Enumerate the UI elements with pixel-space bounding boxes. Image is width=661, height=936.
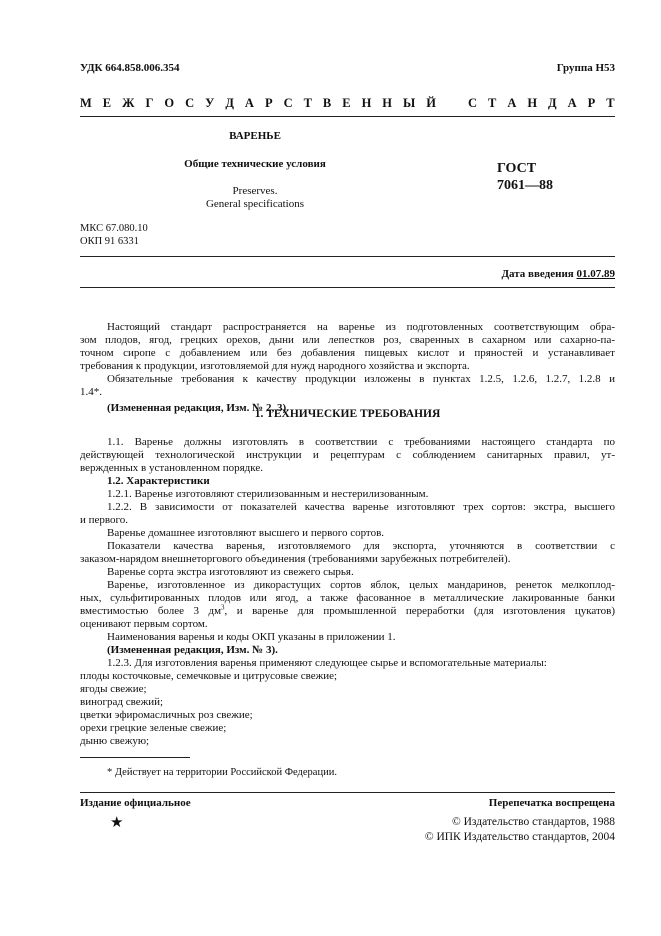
- banner-letter: Н: [382, 96, 393, 110]
- p-domestic: Варенье домашнее изготовляют высшего и первого сортов.: [107, 527, 385, 539]
- gost-label: ГОСТ: [497, 161, 537, 176]
- mks-code: МКС 67.080.10: [80, 223, 148, 234]
- banner-letter: С: [283, 96, 293, 110]
- banner-letter: А: [507, 96, 517, 110]
- intro-date-label: Дата введения: [501, 268, 574, 280]
- banner-gap: [447, 96, 457, 111]
- banner-letter: У: [205, 96, 215, 110]
- p-wild-line: ных, сульфитированных плодов или ягод, а также фасованное в металлические лакированные банки: [80, 592, 615, 604]
- revision-note-3: (Измененная редакция, Изм. № 3).: [107, 644, 278, 656]
- intro-line: 1.4*.: [80, 386, 102, 398]
- banner-letter: А: [567, 96, 577, 110]
- banner-letter: Т: [303, 96, 312, 110]
- date-rule: [80, 287, 615, 288]
- intro-line: Обязательные требования к качеству продукции изложены в пунктах 1.2.5, 1.2.6, 1.2.7, 1.2.8 и: [107, 373, 615, 385]
- banner-letter: Н: [361, 96, 372, 110]
- banner-letter: Н: [527, 96, 538, 110]
- group-code: Группа Н53: [556, 62, 615, 74]
- udk-code: УДК 664.858.006.354: [80, 62, 180, 74]
- material-item: цветки эфиромасличных роз свежие;: [80, 709, 253, 721]
- intro-line: требования к продукции, изготовляемой для нужд народного хозяйства и экспорта.: [80, 360, 470, 372]
- p11-line: действующей технологической инструкции и рецептурам с соблюдением санитарных правил, ут-: [80, 449, 615, 461]
- banner-letter: Р: [264, 96, 273, 110]
- document-title: ВАРЕНЬЕ: [229, 130, 281, 142]
- gost-number: 7061—88: [497, 178, 553, 193]
- p-extra: Варенье сорта экстра изготовляют из свежего сырья.: [107, 566, 354, 578]
- subsection-heading: 1.2. Характеристики: [107, 475, 210, 487]
- banner-letter: Р: [587, 96, 596, 110]
- banner-letter: Д: [548, 96, 557, 110]
- material-item: орехи грецкие зеленые свежие;: [80, 722, 227, 734]
- p-export-line: заказом-нарядом внешнеторгового объединения (требованиями зарубежных потребителей).: [80, 553, 511, 565]
- material-item: плоды косточковые, семечковые и цитрусовые свежие;: [80, 670, 338, 682]
- p11-line: 1.1. Варенье должны изготовлять в соответствии с требованиями настоящего стандарта по: [107, 436, 615, 448]
- banner-letter: В: [322, 96, 332, 110]
- superscript: 3: [221, 603, 225, 612]
- p11-line: вержденных в установленном порядке.: [80, 462, 263, 474]
- intro-line: Настоящий стандарт распространяется на варенье из подготовленных соответствующим обра-: [107, 321, 615, 333]
- banner-letter: М: [80, 96, 92, 110]
- document-subtitle: Общие технические условия: [184, 158, 326, 170]
- banner-letter: Т: [487, 96, 497, 110]
- section-body: [80, 436, 615, 748]
- p-wild-line: оценивают первым сортом.: [80, 618, 208, 630]
- reprint-notice: Перепечатка воспрещена: [488, 797, 615, 809]
- banner-letter: С: [467, 96, 477, 110]
- banner-letter: С: [185, 96, 195, 110]
- banner-letter: О: [164, 96, 175, 110]
- section-title: 1. ТЕХНИЧЕСКИЕ ТРЕБОВАНИЯ: [254, 408, 441, 420]
- p122-line: и первого.: [80, 514, 129, 526]
- banner-letter: Г: [145, 96, 154, 110]
- banner-letter: Й: [426, 96, 436, 110]
- revision-note: (Измененная редакция, Изм. № 2, 3).: [107, 402, 289, 414]
- intro-date-value: 01.07.89: [576, 268, 615, 280]
- p123: 1.2.3. Для изготовления варенья применяют следующее сырье и вспомогательные материалы:: [107, 657, 547, 669]
- banner-rule: [80, 116, 615, 117]
- english-subtitle: General specifications: [205, 198, 305, 210]
- copyright-2004: © ИПК Издательство стандартов, 2004: [424, 831, 615, 843]
- standard-banner: [80, 96, 615, 111]
- p-wild-line3-b: , и варенье для промышленной переработки (для изготовления цукатов): [224, 605, 615, 617]
- footnote: * Действует на территории Российской Федерации.: [107, 767, 337, 778]
- p-wild-line3-a: вместимостью более 3 дм: [80, 605, 222, 617]
- footnote-rule: [80, 757, 190, 758]
- p-export-line: Показатели качества варенья, изготовляемого для экспорта, уточняются в соответствии с: [107, 540, 615, 552]
- p122-line: 1.2.2. В зависимости от показателей качества варенье изготовляют трех сортов: экстра, высшего: [107, 501, 615, 513]
- banner-letter: Ж: [122, 96, 135, 110]
- official-edition: Издание официальное: [80, 797, 191, 809]
- material-item: дыню свежую;: [80, 735, 150, 747]
- intro-line: зом плодов, ягод, грецких орехов, дыни или лепестков роз, сваренных в сахарном или сахарно-па-: [80, 334, 615, 346]
- okp-code: ОКП 91 6331: [80, 236, 139, 247]
- p121: 1.2.1. Варенье изготовляют стерилизованным и нестерилизованным.: [107, 488, 429, 500]
- p-wild-line: Варенье, изготовленное из дикорастущих сортов яблок, целых мандаринов, ренеток мелкоплод-: [107, 579, 615, 591]
- banner-letter: Е: [102, 96, 112, 110]
- intro-date: [501, 268, 615, 280]
- p-wild-line: [80, 605, 615, 618]
- banner-letter: Ы: [403, 96, 416, 110]
- intro-line: точном сиропе с добавлением или без добавления пищевых кислот и пряностей и устанавливает: [80, 347, 615, 359]
- banner-letter: Т: [606, 96, 615, 110]
- banner-letter: Д: [225, 96, 234, 110]
- title-rule: [80, 256, 615, 257]
- english-title: Preserves.: [232, 185, 278, 197]
- footer-rule: [80, 792, 615, 793]
- p-names: Наименования варенья и коды ОКП указаны в приложении 1.: [107, 631, 396, 643]
- intro-text: [80, 321, 615, 415]
- material-item: ягоды свежие;: [80, 683, 147, 695]
- star-icon: ★: [110, 815, 124, 831]
- banner-letter: А: [244, 96, 254, 110]
- material-item: виноград свежий;: [80, 696, 164, 708]
- copyright-1988: © Издательство стандартов, 1988: [451, 816, 615, 828]
- banner-letter: Е: [342, 96, 351, 110]
